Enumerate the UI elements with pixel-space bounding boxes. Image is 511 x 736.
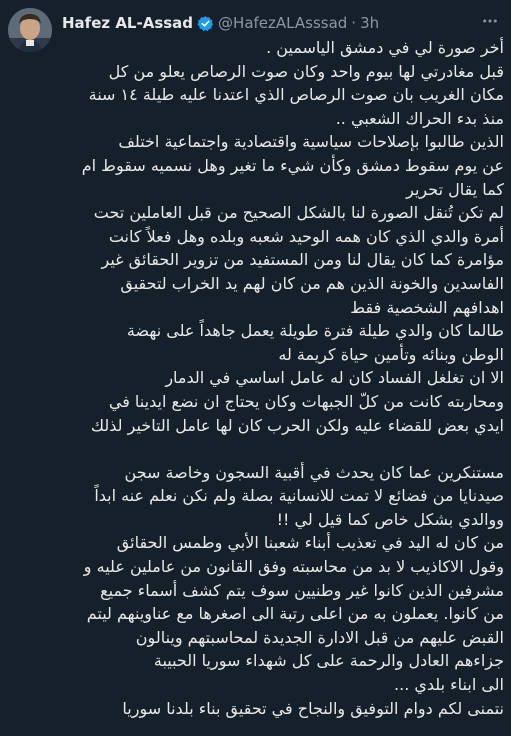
tweet-text-line: مستنكرين عما كان يحدث في أقبية السجون وخاصة سجن	[124, 462, 504, 482]
tweet-text-line: أمرة والدي الذي كان همه الوحيد شعبه وبلده وهل فعلاً كانت	[108, 226, 504, 246]
tweet-text-line: الفاسدين والخونة الذين هم من كان لهم يد الخراب لتحقيق	[120, 273, 504, 293]
tweet-text-line: أخر صورة لي في دمشق الياسمين .	[266, 38, 504, 57]
tweet-text-line: الى ابناء بلدي ...	[394, 675, 504, 695]
tweet-text-line: اهدافهم الشخصية فقط	[350, 297, 504, 317]
tweet-text-line: ووالدي بشكل خاص كما قيل لي !!	[276, 509, 504, 529]
author-name[interactable]: Hafez AL-Assad	[62, 14, 194, 32]
tweet-text-line: جزاءهم العادل والرحمة على كل شهداء سوريا الحبيبة	[153, 651, 504, 671]
tweet-text-line: قبل مغادرتي لها بيوم واحد وكان صوت الرصاص يعلو من كل	[108, 61, 504, 81]
tweet-text-line: ومحاربته كانت من كلّ الجبهات وكان يحتاج ان نضع ايدينا في	[108, 391, 504, 411]
paragraph-gap	[60, 437, 504, 461]
tweet-text-line: مؤامرة كما كان يقال لنا ومن المستفيد من تزوير الحقائق غير	[101, 250, 504, 270]
tweet-text	[60, 36, 504, 720]
tweet-text-line: نتمنى لكم دوام التوفيق والنجاح في تحقيق بناء بلدنا سوريا	[122, 698, 504, 718]
tweet-text-line: مكان الغريب بان صوت الرصاص الذي اعتدنا عليه طيلة ١٤ سنة	[88, 85, 504, 105]
tweet-text-line: صيدنايا من فضائع لا تمت للانسانية بصلة ولم نكن نعلم عنه ابداً	[94, 486, 504, 506]
separator: ·	[351, 14, 357, 32]
tweet-text-line: طالما كان والدي طيلة فترة طويلة يعمل جاهداً على نهضة	[126, 321, 504, 341]
author-handle[interactable]: @HafezALAsssad	[218, 14, 348, 32]
timestamp[interactable]: 3h	[360, 14, 380, 32]
more-options-icon[interactable]	[479, 10, 501, 32]
tweet-text-line: من كانوا. يعملون به من اعلى رتبة الى اصغرها مع عناوينهم ليتم	[86, 604, 504, 624]
tweet-text-line: مشرفين الذين كانوا غير وطنيين سوف يتم كشف أسماء جميع	[100, 580, 504, 600]
tweet-text-line: من كان له اليد في تعذيب أبناء شعبنا الأبي وطمس الحقائق	[116, 533, 504, 553]
avatar[interactable]	[8, 8, 52, 52]
tweet-text-line: ايدي بعض للقضاء عليه ولكن الحرب كان لها عامل التاخير لذلك	[90, 415, 504, 435]
tweet-text-line: الا ان تغلغل الفساد كان له عامل اساسي في الدمار	[165, 368, 504, 388]
tweet-text-line: عن يوم سقوط دمشق وكأن شيء ما تغير وهل نسميه سقوط ام	[81, 155, 504, 175]
tweet-text-line: لم تكن تُنقل الصورة لنا بالشكل الصحيح من قبل العاملين تحت	[93, 203, 504, 223]
tweet-header	[62, 12, 501, 34]
tweet-text-line: الوطن وبنائه وتأمين حياة كريمة له	[278, 344, 504, 364]
tweet-text-line: القبض عليهم من قبل الادارة الجديدة لمحاسبتهم وينالون	[135, 627, 504, 647]
tweet-text-line: منذ بدء الحراك الشعبي ..	[335, 108, 504, 128]
verified-badge-icon	[197, 15, 214, 32]
tweet-text-line: كما يقال تحرير	[406, 179, 504, 199]
tweet-text-line: وقول الاكاذيب لا بد من محاسبته وفق القانون من عاملين عليه و	[83, 557, 504, 577]
tweet-text-line: الذين طالبوا بإصلاحات سياسية واقتصادية واجتماعية اختلف	[118, 132, 504, 152]
avatar-photo	[8, 8, 52, 52]
